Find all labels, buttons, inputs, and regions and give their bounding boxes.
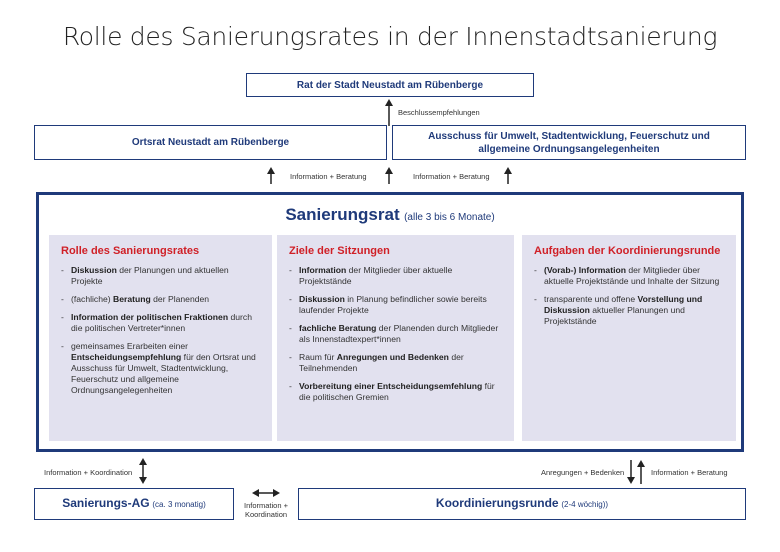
edge-label-info-koord-mid (240, 501, 292, 519)
list-item-pre: (fachliche) (71, 294, 114, 304)
list-item (61, 341, 260, 396)
list-item (61, 294, 260, 305)
arrow-up-mid (384, 167, 394, 185)
list-item-bold: Vorstellung und Diskussion (544, 294, 703, 315)
node-ausschuss-label-1: Ausschuss für Umwelt, Stadtentwicklung, Feuerschutz und (428, 130, 710, 142)
page-title: Rolle des Sanierungsrates in der Innenstadtsanierung (62, 22, 718, 51)
edge-label-anregungen: Anregungen + Bedenken (541, 468, 625, 477)
list-item-text: der Teilnehmenden (299, 352, 464, 373)
column-ziele (277, 235, 514, 441)
column-rolle (49, 235, 272, 441)
arrow-up-info-beratung (637, 460, 645, 484)
list-item (289, 265, 502, 287)
list-item-bold: Diskussion (71, 265, 117, 275)
sanierungsrat-header (39, 205, 741, 225)
list-item-text: der Planungen und aktuellen Projekte (71, 265, 229, 286)
list-item (289, 323, 502, 345)
list-item-bold: Beratung (113, 294, 151, 304)
list-item-bold: Information (299, 265, 347, 275)
node-rat-label: Rat der Stadt Neustadt am Rübenberge (296, 79, 484, 91)
arrow-up-beschluss (384, 99, 394, 127)
list-item-bold: Entscheidungsempfehlung (71, 352, 182, 362)
list-item-bold: fachliche Beratung (299, 323, 377, 333)
column-heading: Aufgaben der Koordinierungsrunde (534, 245, 721, 257)
list-item-text: der Planenden durch Mitglieder als Innenstadtexpert*innen (299, 323, 499, 344)
list-item-text: durch die politischen Vertreter*innen (71, 312, 252, 333)
list-item-text: in Planung befindlicher sowie bereits laufender Projekte (299, 294, 487, 315)
list-item-bold: Vorbereitung einer Entscheidungsemfehlung (299, 381, 483, 391)
edge-label-beschluss: Beschlussempfehlungen (398, 108, 480, 117)
column-list (61, 265, 260, 396)
list-item-text: der Mitglieder über aktuelle Projektstände (299, 265, 453, 286)
list-item-text: der Planenden (150, 294, 210, 304)
node-ausschuss-label-2: allgemeine Ordnungsangelegenheiten (478, 143, 660, 155)
node-rat (246, 73, 534, 97)
list-item-pre: gemeinsames Erarbeiten einer (71, 341, 189, 351)
arrow-double-horizontal (252, 488, 280, 498)
edge-label-info-koord-mid-2: Koordination (244, 510, 288, 519)
node-koordinierungsrunde (298, 488, 746, 520)
sanierungsrat-title: Sanierungsrat (285, 205, 400, 224)
list-item-bold: Diskussion (299, 294, 345, 304)
list-item-text: für den Ortsrat und Ausschuss für Umwelt, Stadtentwicklung, Feuerschutz und allgemeine Ordnungsangelegenheiten (71, 352, 256, 395)
edge-label-info-koord-left: Information + Koordination (44, 468, 133, 477)
column-list (289, 265, 502, 403)
list-item (289, 294, 502, 316)
arrow-double-vertical-left (138, 458, 148, 484)
column-aufgaben (522, 235, 736, 441)
node-sanierungs-ag-label: Sanierungs-AG (62, 496, 150, 511)
arrow-down-anregungen (627, 460, 635, 484)
column-heading: Rolle des Sanierungsrates (61, 245, 200, 257)
list-item (61, 265, 260, 287)
list-item-pre: transparente und offene (544, 294, 638, 304)
edge-label-info-beratung-bottom: Information + Beratung (651, 468, 728, 477)
node-sanierungs-ag-note: (ca. 3 monatig) (152, 500, 206, 510)
sanierungsrat-subtitle: (alle 3 bis 6 Monate) (404, 212, 495, 223)
node-ausschuss (392, 125, 746, 160)
list-item-text: der Mitglieder über aktuelle Projektstände und Inhalte der Sitzung (544, 265, 720, 286)
edge-label-info-koord-mid-1: Information + (244, 501, 288, 510)
edge-label-info-beratung-right: Information + Beratung (413, 172, 490, 181)
node-koordinierungsrunde-note: (2-4 wöchig)) (561, 500, 609, 510)
list-item (289, 381, 502, 403)
node-ortsrat-label: Ortsrat Neustadt am Rübenberge (131, 137, 290, 148)
list-item-bold: Information der politischen Fraktionen (71, 312, 229, 322)
list-item (289, 352, 502, 374)
list-item-text: aktueller Planungen und Projektstände (544, 305, 685, 326)
node-ortsrat (34, 125, 387, 160)
list-item-pre: Raum für (299, 352, 337, 362)
list-item (534, 294, 724, 327)
node-sanierungs-ag (34, 488, 234, 520)
node-koordinierungsrunde-label: Koordinierungsrunde (435, 496, 559, 511)
list-item (61, 312, 260, 334)
edge-label-info-beratung-left: Information + Beratung (290, 172, 367, 181)
list-item (534, 265, 724, 287)
column-list (534, 265, 724, 327)
list-item-text: für die politischen Gremien (299, 381, 495, 402)
column-heading: Ziele der Sitzungen (289, 245, 390, 257)
list-item-bold: (Vorab-) Information (544, 265, 626, 275)
arrow-up-left (266, 167, 276, 185)
arrow-up-right (503, 167, 513, 185)
sanierungsrat-box (36, 192, 744, 452)
list-item-bold: Anregungen und Bedenken (336, 352, 449, 362)
